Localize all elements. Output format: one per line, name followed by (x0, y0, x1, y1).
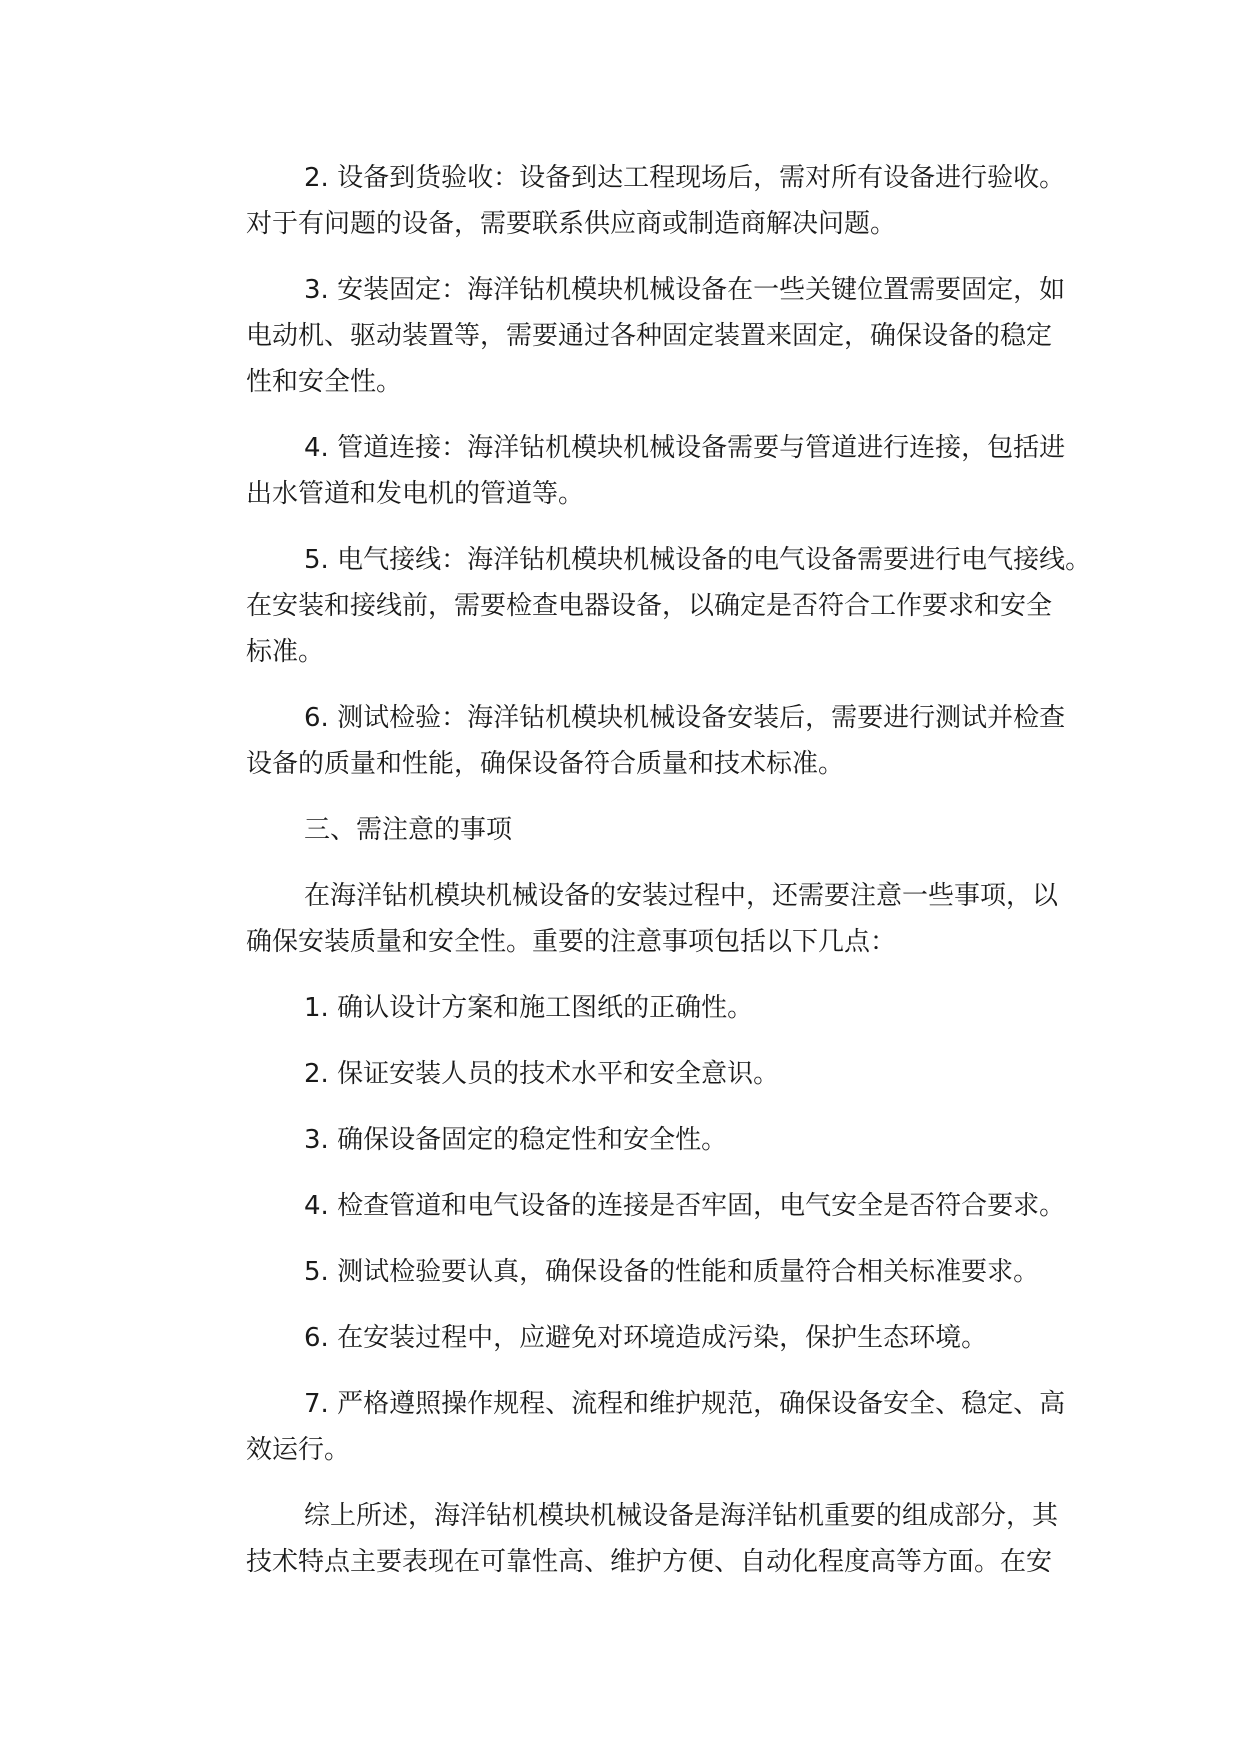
list-item-text: 效运行。 (246, 1435, 351, 1465)
list-item-note-6 (188, 1315, 1068, 1361)
list-item-note-1 (188, 985, 1068, 1031)
paragraph-step-4 (188, 425, 1068, 517)
list-item-note-2 (188, 1051, 1068, 1097)
list-item-text: 1. 确认设计方案和施工图纸的正确性。 (304, 993, 754, 1023)
paragraph-line: 5. 电气接线：海洋钻机模块机械设备的电气设备需要进行电气接线。 (304, 545, 1092, 575)
list-item-text: 5. 测试检验要认真，确保设备的性能和质量符合相关标准要求。 (304, 1257, 1040, 1287)
paragraph-summary (188, 1493, 1068, 1585)
paragraph-step-5 (188, 537, 1092, 675)
list-item-note-5 (188, 1249, 1068, 1295)
list-item-text: 6. 在安装过程中，应避免对环境造成污染，保护生态环境。 (304, 1323, 988, 1353)
paragraph-step-3 (188, 267, 1068, 405)
paragraph-line: 在安装和接线前，需要检查电器设备，以确定是否符合工作要求和安全 (246, 591, 1053, 621)
paragraph-line: 性和安全性。 (246, 367, 403, 397)
paragraph-section-intro (188, 873, 1068, 965)
paragraph-line: 4. 管道连接：海洋钻机模块机械设备需要与管道进行连接，包括进 (304, 433, 1066, 463)
paragraph-step-2 (188, 155, 1068, 247)
paragraph-line: 标准。 (246, 637, 325, 667)
list-item-note-4 (188, 1183, 1068, 1229)
paragraph-step-6 (188, 695, 1068, 787)
paragraph-line: 电动机、驱动装置等，需要通过各种固定装置来固定，确保设备的稳定 (246, 321, 1053, 351)
paragraph-line: 设备的质量和性能，确保设备符合质量和技术标准。 (246, 749, 845, 779)
section-heading (188, 807, 1068, 853)
paragraph-line: 综上所述，海洋钻机模块机械设备是海洋钻机重要的组成部分，其 (304, 1501, 1059, 1531)
paragraph-line: 2. 设备到货验收：设备到达工程现场后，需对所有设备进行验收。 (304, 163, 1066, 193)
paragraph-line: 出水管道和发电机的管道等。 (246, 479, 585, 509)
list-item-text: 3. 确保设备固定的稳定性和安全性。 (304, 1125, 728, 1155)
section-heading-text: 三、需注意的事项 (304, 815, 513, 845)
list-item-text: 2. 保证安装人员的技术水平和安全意识。 (304, 1059, 780, 1089)
paragraph-line: 技术特点主要表现在可靠性高、维护方便、自动化程度高等方面。在安 (246, 1547, 1053, 1577)
list-item-text: 4. 检查管道和电气设备的连接是否牢固，电气安全是否符合要求。 (304, 1191, 1066, 1221)
paragraph-line: 对于有问题的设备，需要联系供应商或制造商解决问题。 (246, 209, 897, 239)
paragraph-line: 在海洋钻机模块机械设备的安装过程中，还需要注意一些事项，以 (304, 881, 1059, 911)
paragraph-line: 确保安装质量和安全性。重要的注意事项包括以下几点： (246, 927, 897, 957)
paragraph-line: 3. 安装固定：海洋钻机模块机械设备在一些关键位置需要固定，如 (304, 275, 1066, 305)
list-item-note-3 (188, 1117, 1068, 1163)
list-item-note-7 (188, 1381, 1068, 1473)
list-item-text: 7. 严格遵照操作规程、流程和维护规范，确保设备安全、稳定、高 (304, 1389, 1066, 1419)
paragraph-line: 6. 测试检验：海洋钻机模块机械设备安装后，需要进行测试并检查 (304, 703, 1066, 733)
document-body (188, 155, 1092, 1605)
